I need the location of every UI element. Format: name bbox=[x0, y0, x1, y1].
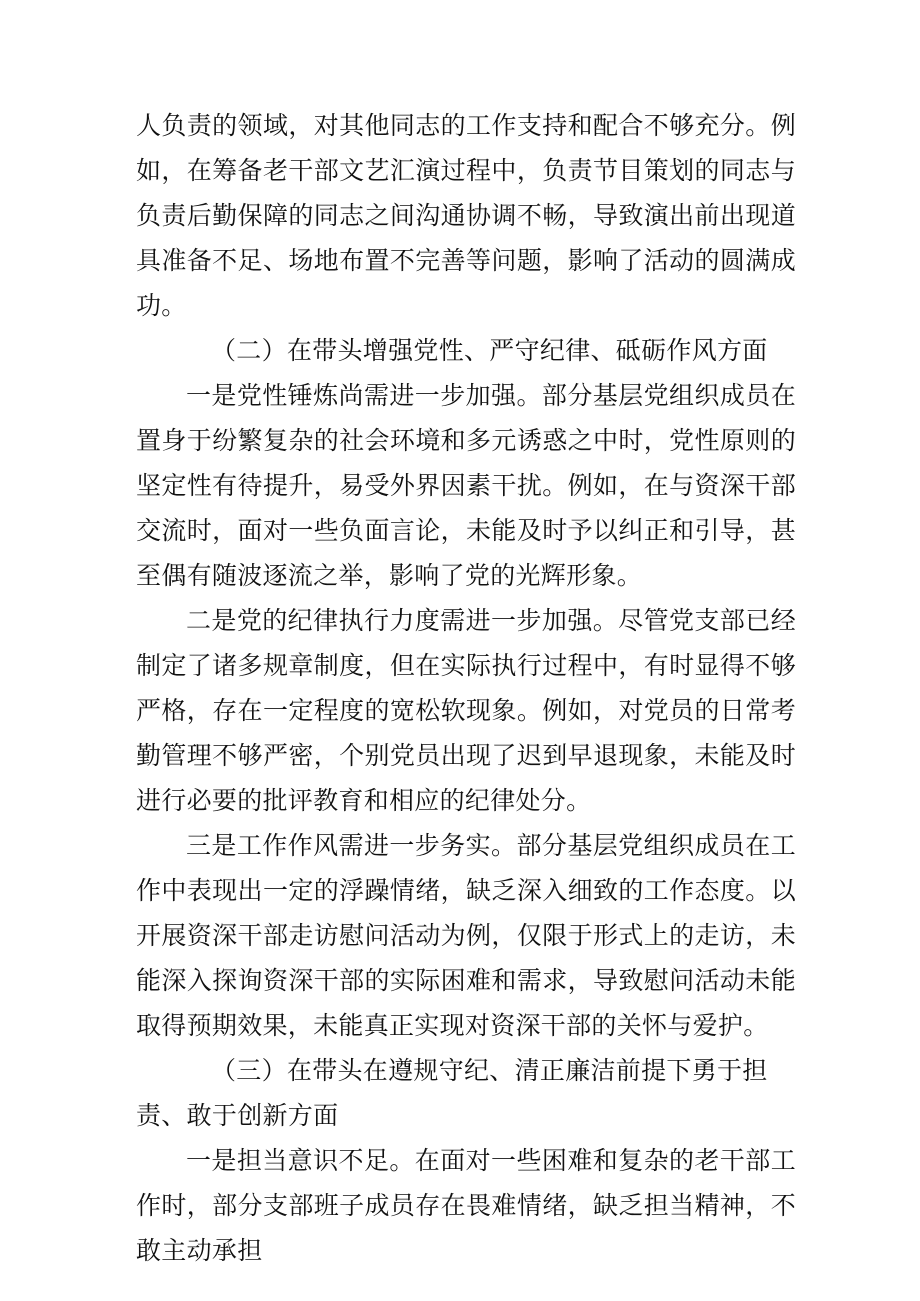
body-paragraph-party-spirit: 一是党性锤炼尚需进一步加强。部分基层党组织成员在置身于纷繁复杂的社会环境和多元诱惑之中时，党性原则的坚定性有待提升，易受外界因素干扰。例如，在与资深干部交流时，面对一些负面言论，未能及时予以纠正和引导，甚至偶有随波逐流之举，影响了党的光辉形象。 bbox=[136, 381, 796, 590]
continuation-paragraph: 人负责的领域，对其他同志的工作支持和配合不够充分。例如，在筹备老干部文艺汇演过程中，负责节目策划的同志与负责后勤保障的同志之间沟通协调不畅，导致演出前出现道具准备不足、场地布置不完善等问题，影响了活动的圆满成功。 bbox=[136, 111, 796, 320]
section-heading-3: （三）在带头在遵规守纪、清正廉洁前提下勇于担责、敢于创新方面 bbox=[136, 1056, 768, 1130]
body-paragraph-discipline: 二是党的纪律执行力度需进一步加强。尽管党支部已经制定了诸多规章制度，但在实际执行过程中，有时显得不够严格，存在一定程度的宽松软现象。例如，对党员的日常考勤管理不够严密，个别党员出现了迟到早退现象，未能及时进行必要的批评教育和相应的纪律处分。 bbox=[136, 606, 796, 815]
document-body bbox=[136, 103, 796, 1273]
body-paragraph-responsibility: 一是担当意识不足。在面对一些困难和复杂的老干部工作时，部分支部班子成员存在畏难情绪，缺乏担当精神，不敢主动承担 bbox=[136, 1146, 796, 1265]
section-heading-2: （二）在带头增强党性、严守纪律、砥砺作风方面 bbox=[211, 336, 768, 365]
body-paragraph-work-style: 三是工作作风需进一步务实。部分基层党组织成员在工作中表现出一定的浮躁情绪，缺乏深入细致的工作态度。以开展资深干部走访慰问活动为例，仅限于形式上的走访，未能深入探询资深干部的实际困难和需求，导致慰问活动未能取得预期效果，未能真正实现对资深干部的关怀与爱护。 bbox=[136, 831, 796, 1040]
